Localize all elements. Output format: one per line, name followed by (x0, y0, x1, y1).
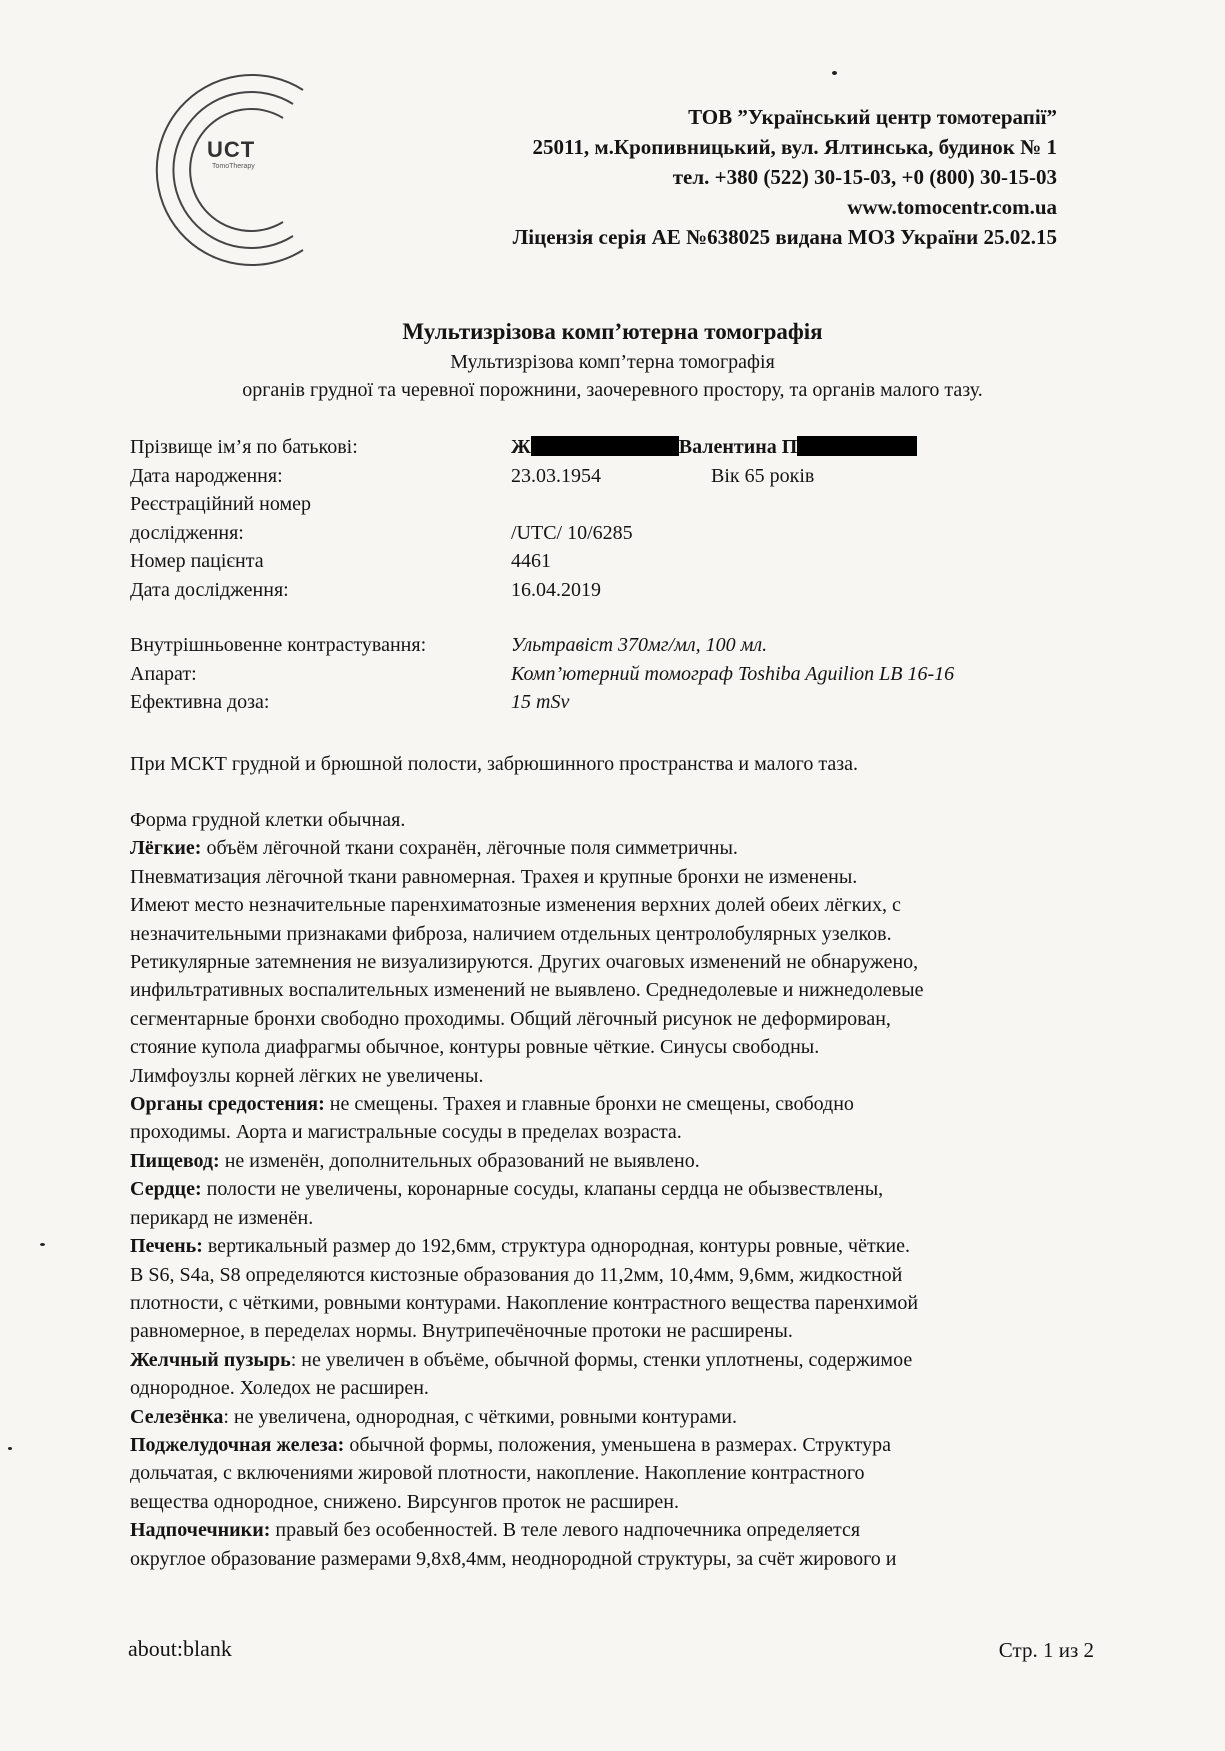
findings-line: равномерное, в переделах нормы. Внутрипечёночные протоки не расширены. (130, 1320, 793, 1343)
section-heading: Желчный пузырь (130, 1348, 291, 1371)
org-website: www.tomocentr.com.ua (847, 195, 1057, 219)
name-label: Прізвище ім’я по батькові: (130, 436, 358, 458)
findings-line: Форма грудной клетки обычная. (130, 809, 406, 831)
org-address: 25011, м.Кропивницький, вул. Ялтинська, будинок № 1 (532, 135, 1057, 159)
dose-label: Ефективна доза: (130, 691, 270, 713)
contrast-label: Внутрішньовенне контрастування: (130, 634, 427, 656)
findings-line: округлое образование размерами 9,8х8,4мм, неоднородной структуры, за счёт жирового и (130, 1547, 897, 1570)
findings-line: перикард не изменён. (130, 1206, 314, 1229)
findings-line: Имеют место незначительные паренхиматозные изменения верхних долей обеих лёгких, с (130, 894, 901, 917)
org-phone: тел. +380 (522) 30-15-03, +0 (800) 30-15-03 (672, 165, 1057, 189)
patient-num-value: 4461 (511, 550, 551, 572)
findings-line: однородное. Холедох не расширен. (130, 1377, 429, 1400)
dob-value: 23.03.1954 (511, 464, 601, 487)
findings-line: дольчатая, с включениями жировой плотности, накопление. Накопление контрастного (130, 1462, 865, 1485)
contrast-value: Ультравіст 370мг/мл, 100 мл. (511, 634, 768, 656)
section-heading: Пищевод: (130, 1149, 220, 1172)
findings-line: вещества однородное, снижено. Вирсунгов проток не расширен. (130, 1490, 679, 1513)
org-name: ТОВ ”Український центр томотерапії” (688, 105, 1057, 129)
findings-line: плотности, с чёткими, ровными контурами. Накопление контрастного вещества паренхимой (130, 1291, 919, 1314)
exam-date-label: Дата дослідження: (130, 578, 289, 601)
section-heading: Селезёнка (130, 1405, 224, 1428)
findings-line: Селезёнка: не увеличена, однородная, с чёткими, ровными контурами. (130, 1405, 737, 1428)
findings-line: Органы средостения: не смещены. Трахея и главные бронхи не смещены, свободно (130, 1093, 854, 1116)
findings-line: проходимы. Аорта и магистральные сосуды в пределах возраста. (130, 1121, 682, 1144)
findings-line: стояние купола диафрагмы обычное, контуры ровные чёткие. Синусы свободны. (130, 1036, 820, 1059)
reg-label-1: Реєстраційний номер (130, 493, 311, 515)
scan-speck (832, 71, 837, 75)
findings-line: Сердце: полости не увеличены, коронарные сосуды, клапаны сердца не обызвествлены, (130, 1178, 884, 1201)
organization-header (513, 102, 1057, 252)
device-value: Комп’ютерний томограф Toshiba Aguilion LB 16-16 (511, 662, 955, 685)
section-heading: Поджелудочная железа: (130, 1433, 345, 1456)
exam-date-value: 16.04.2019 (511, 578, 601, 601)
redaction-bar (797, 436, 917, 456)
scan-speck (40, 1243, 45, 1246)
page-number: Стр. 1 из 2 (998, 1638, 1094, 1662)
intro-paragraph: При МСКТ грудной и брюшной полости, забрюшинного пространства и малого таза. (130, 753, 858, 775)
name-prefix: Ж (511, 436, 531, 458)
patient-num-label: Номер пацієнта (130, 550, 264, 572)
reg-label-2: дослідження: (130, 521, 244, 544)
footer-url: about:blank (128, 1636, 232, 1661)
name-value (511, 433, 917, 462)
section-heading: Органы средостения: (130, 1093, 325, 1116)
title-sub-1: Мультизрізова комп’терна томографія (450, 351, 775, 373)
findings-line: В S6, S4a, S8 определяются кистозные образования до 11,2мм, 10,4мм, 9,6мм, жидкостной (130, 1263, 903, 1286)
logo-text: UCT (207, 137, 256, 162)
title-sub-2: органів грудної та черевної порожнини, заочеревного простору, та органів малого тазу. (242, 379, 983, 401)
findings-line: инфильтративных воспалительных изменений не выявлено. Среднедолевые и нижнедолевые (130, 979, 924, 1002)
findings-body (130, 806, 1120, 1573)
section-heading: Печень: (130, 1235, 203, 1258)
dob-label: Дата народження: (130, 464, 283, 487)
section-heading: Надпочечники: (130, 1519, 271, 1542)
scan-speck (8, 1447, 12, 1450)
findings-line: Поджелудочная железа: обычной формы, положения, уменьшена в размерах. Структура (130, 1433, 892, 1456)
findings-line: Желчный пузырь: не увеличен в объёме, обычной формы, стенки уплотнены, содержимое (130, 1348, 913, 1371)
section-heading: Лёгкие: (130, 837, 202, 860)
age-value: Вік 65 років (711, 464, 815, 487)
device-label: Апарат: (130, 662, 197, 685)
findings-line: Печень: вертикальный размер до 192,6мм, структура однородная, контуры ровные, чёткие. (130, 1235, 911, 1258)
findings-line: Лимфоузлы корней лёгких не увеличены. (130, 1064, 484, 1087)
findings-line: Пневматизация лёгочной ткани равномерная. Трахея и крупные бронхи не изменены. (130, 865, 858, 888)
findings-line: Ретикулярные затемнения не визуализируются. Других очаговых изменений не обнаружено, (130, 951, 919, 974)
findings-line: Пищевод: не изменён, дополнительных образований не выявлено. (130, 1149, 700, 1172)
findings-line: сегментарные бронхи свободно проходимы. Общий лёгочный рисунок не деформирован, (130, 1007, 891, 1030)
findings-line: Надпочечники: правый без особенностей. В теле левого надпочечника определяется (130, 1519, 861, 1542)
section-heading: Сердце: (130, 1178, 202, 1201)
reg-value: /UTC/ 10/6285 (511, 521, 633, 544)
document-title (0, 316, 1225, 404)
findings-line: Лёгкие: объём лёгочной ткани сохранён, лёгочные поля симметричны. (130, 837, 738, 860)
redaction-bar (531, 436, 679, 456)
org-license: Ліцензія серія АЕ №638025 видана МОЗ України 25.02.15 (512, 225, 1057, 249)
findings-line: незначительными признаками фиброза, наличием отдельных центролобулярных узелков. (130, 922, 892, 945)
logo-subtext: TomoTherapy (212, 163, 255, 170)
name-visible: Валентина П (678, 436, 798, 458)
dose-value: 15 mSv (511, 691, 570, 713)
uct-logo-icon (143, 70, 343, 270)
title-main: Мультизрізова комп’ютерна томографія (402, 319, 823, 344)
